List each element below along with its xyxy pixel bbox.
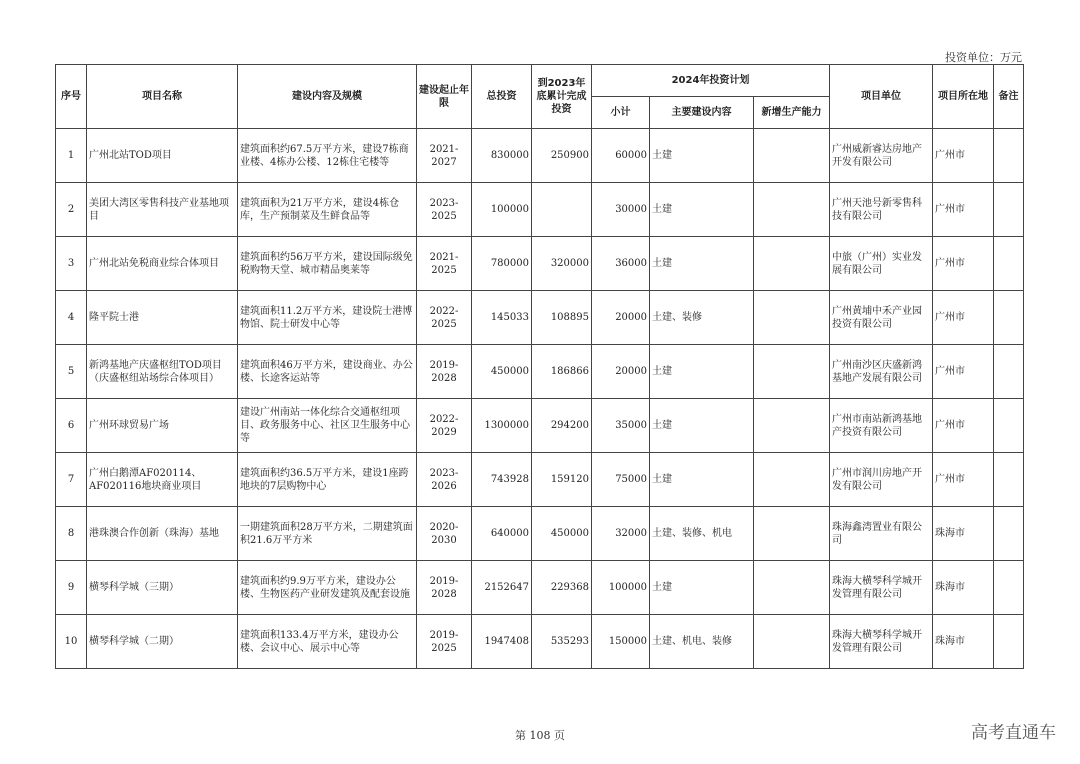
cell-subtotal: 20000 <box>592 345 650 399</box>
cell-new-capacity <box>754 291 830 345</box>
cell-content: 建筑面积133.4万平方米，建设办公楼、会议中心、展示中心等 <box>238 615 417 669</box>
header-total-investment: 总投资 <box>472 65 532 129</box>
cell-project-unit: 珠海鑫湾置业有限公司 <box>830 507 933 561</box>
cell-total: 1947408 <box>472 615 532 669</box>
cell-content: 一期建筑面积28万平方米，二期建筑面积21.6万平方米 <box>238 507 417 561</box>
cell-index: 4 <box>56 291 87 345</box>
header-project-name: 项目名称 <box>87 65 238 129</box>
cell-subtotal: 32000 <box>592 507 650 561</box>
cell-remark <box>994 129 1024 183</box>
cell-location: 广州市 <box>933 453 994 507</box>
cell-main-content: 土建、机电、装修 <box>650 615 754 669</box>
cell-project-name: 新鸿基地产庆盛枢纽TOD项目（庆盛枢纽站场综合体项目） <box>87 345 238 399</box>
cell-project-name: 广州北站TOD项目 <box>87 129 238 183</box>
cell-period: 2021-2027 <box>417 129 472 183</box>
cell-remark <box>994 291 1024 345</box>
cell-completed: 159120 <box>532 453 592 507</box>
cell-completed: 229368 <box>532 561 592 615</box>
header-period: 建设起止年限 <box>417 65 472 129</box>
cell-project-name: 广州白鹅潭AF020114、AF020116地块商业项目 <box>87 453 238 507</box>
cell-period: 2022-2029 <box>417 399 472 453</box>
cell-period: 2023-2025 <box>417 183 472 237</box>
cell-remark <box>994 615 1024 669</box>
cell-total: 450000 <box>472 345 532 399</box>
cell-completed: 108895 <box>532 291 592 345</box>
cell-location: 广州市 <box>933 291 994 345</box>
cell-index: 1 <box>56 129 87 183</box>
cell-main-content: 土建 <box>650 561 754 615</box>
cell-project-name: 广州环球贸易广场 <box>87 399 238 453</box>
cell-period: 2019-2028 <box>417 561 472 615</box>
cell-index: 2 <box>56 183 87 237</box>
cell-new-capacity <box>754 615 830 669</box>
cell-project-unit: 广州市南站新鸿基地产投资有限公司 <box>830 399 933 453</box>
cell-total: 640000 <box>472 507 532 561</box>
cell-total: 2152647 <box>472 561 532 615</box>
cell-total: 100000 <box>472 183 532 237</box>
cell-remark <box>994 237 1024 291</box>
cell-index: 10 <box>56 615 87 669</box>
cell-new-capacity <box>754 345 830 399</box>
cell-total: 145033 <box>472 291 532 345</box>
cell-main-content: 土建、装修 <box>650 291 754 345</box>
header-location: 项目所在地 <box>933 65 994 129</box>
cell-new-capacity <box>754 399 830 453</box>
cell-subtotal: 36000 <box>592 237 650 291</box>
cell-location: 珠海市 <box>933 507 994 561</box>
cell-new-capacity <box>754 129 830 183</box>
cell-total: 1300000 <box>472 399 532 453</box>
header-project-unit: 项目单位 <box>830 65 933 129</box>
cell-location: 广州市 <box>933 129 994 183</box>
cell-total: 743928 <box>472 453 532 507</box>
header-seq: 序号 <box>56 65 87 129</box>
cell-project-unit: 广州威新睿达房地产开发有限公司 <box>830 129 933 183</box>
cell-main-content: 土建 <box>650 129 754 183</box>
cell-new-capacity <box>754 507 830 561</box>
cell-project-name: 美团大湾区零售科技产业基地项目 <box>87 183 238 237</box>
header-new-capacity: 新增生产能力 <box>754 97 830 129</box>
cell-period: 2019-2025 <box>417 615 472 669</box>
cell-main-content: 土建 <box>650 183 754 237</box>
cell-main-content: 土建 <box>650 237 754 291</box>
cell-main-content: 土建 <box>650 453 754 507</box>
table-row <box>56 183 1024 237</box>
cell-content: 建筑面积约9.9万平方米，建设办公楼、生物医药产业研发建筑及配套设施 <box>238 561 417 615</box>
cell-period: 2023-2026 <box>417 453 472 507</box>
cell-project-unit: 广州市润川房地产开发有限公司 <box>830 453 933 507</box>
cell-completed: 535293 <box>532 615 592 669</box>
cell-completed <box>532 183 592 237</box>
cell-project-name: 广州北站免税商业综合体项目 <box>87 237 238 291</box>
investment-unit-note: 投资单位：万元 <box>945 51 1022 64</box>
cell-project-unit: 珠海大横琴科学城开发管理有限公司 <box>830 615 933 669</box>
cell-total: 830000 <box>472 129 532 183</box>
cell-project-name: 隆平院士港 <box>87 291 238 345</box>
cell-period: 2021-2025 <box>417 237 472 291</box>
cell-project-unit: 珠海大横琴科学城开发管理有限公司 <box>830 561 933 615</box>
cell-project-name: 横琴科学城（二期） <box>87 615 238 669</box>
project-table <box>55 64 1024 669</box>
header-completed-investment: 到2023年底累计完成投资 <box>532 65 592 129</box>
header-remark: 备注 <box>994 65 1024 129</box>
cell-remark <box>994 399 1024 453</box>
cell-main-content: 土建 <box>650 399 754 453</box>
cell-completed: 320000 <box>532 237 592 291</box>
cell-subtotal: 60000 <box>592 129 650 183</box>
cell-content: 建筑面积为21万平方米，建设4栋仓库，生产预制菜及生鲜食品等 <box>238 183 417 237</box>
cell-main-content: 土建、装修、机电 <box>650 507 754 561</box>
header-subtotal: 小计 <box>592 97 650 129</box>
cell-new-capacity <box>754 453 830 507</box>
header-plan-2024: 2024年投资计划 <box>592 65 830 97</box>
cell-location: 广州市 <box>933 345 994 399</box>
cell-index: 5 <box>56 345 87 399</box>
watermark: 高考直通车 <box>971 723 1056 743</box>
table-row <box>56 345 1024 399</box>
cell-remark <box>994 183 1024 237</box>
cell-subtotal: 100000 <box>592 561 650 615</box>
cell-remark <box>994 453 1024 507</box>
cell-remark <box>994 345 1024 399</box>
cell-content: 建筑面积11.2万平方米，建设院士港博物馆、院士研发中心等 <box>238 291 417 345</box>
cell-project-unit: 广州南沙区庆盛新鸿基地产发展有限公司 <box>830 345 933 399</box>
cell-content: 建筑面积约56万平方米，建设国际级免税购物天堂、城市精品奥莱等 <box>238 237 417 291</box>
cell-period: 2022-2025 <box>417 291 472 345</box>
header-content: 建设内容及规模 <box>238 65 417 129</box>
cell-project-unit: 广州天池号新零售科技有限公司 <box>830 183 933 237</box>
cell-total: 780000 <box>472 237 532 291</box>
cell-completed: 250900 <box>532 129 592 183</box>
cell-index: 9 <box>56 561 87 615</box>
table-row <box>56 615 1024 669</box>
cell-completed: 450000 <box>532 507 592 561</box>
cell-new-capacity <box>754 237 830 291</box>
table-row <box>56 237 1024 291</box>
table-row <box>56 129 1024 183</box>
table-row <box>56 291 1024 345</box>
cell-content: 建筑面积约36.5万平方米，建设1座跨地块的7层购物中心 <box>238 453 417 507</box>
cell-period: 2019-2028 <box>417 345 472 399</box>
page-number: 第 108 页 <box>515 729 565 742</box>
cell-content: 建设广州南站一体化综合交通枢纽项目、政务服务中心、社区卫生服务中心等 <box>238 399 417 453</box>
cell-location: 珠海市 <box>933 561 994 615</box>
cell-new-capacity <box>754 183 830 237</box>
cell-location: 广州市 <box>933 399 994 453</box>
cell-index: 7 <box>56 453 87 507</box>
cell-project-unit: 中旅（广州）实业发展有限公司 <box>830 237 933 291</box>
cell-location: 珠海市 <box>933 615 994 669</box>
cell-completed: 294200 <box>532 399 592 453</box>
header-main-content: 主要建设内容 <box>650 97 754 129</box>
table-row <box>56 453 1024 507</box>
cell-index: 3 <box>56 237 87 291</box>
cell-project-unit: 广州黄埔中禾产业园投资有限公司 <box>830 291 933 345</box>
cell-index: 6 <box>56 399 87 453</box>
table-row <box>56 399 1024 453</box>
cell-content: 建筑面积46万平方米，建设商业、办公楼、长途客运站等 <box>238 345 417 399</box>
cell-location: 广州市 <box>933 237 994 291</box>
cell-remark <box>994 561 1024 615</box>
cell-new-capacity <box>754 561 830 615</box>
table-row <box>56 507 1024 561</box>
cell-subtotal: 75000 <box>592 453 650 507</box>
cell-content: 建筑面积约67.5万平方米，建设7栋商业楼、4栋办公楼、12栋住宅楼等 <box>238 129 417 183</box>
cell-remark <box>994 507 1024 561</box>
cell-project-name: 港珠澳合作创新（珠海）基地 <box>87 507 238 561</box>
cell-period: 2020-2030 <box>417 507 472 561</box>
cell-index: 8 <box>56 507 87 561</box>
cell-project-name: 横琴科学城（三期） <box>87 561 238 615</box>
cell-main-content: 土建 <box>650 345 754 399</box>
cell-completed: 186866 <box>532 345 592 399</box>
cell-subtotal: 30000 <box>592 183 650 237</box>
cell-subtotal: 35000 <box>592 399 650 453</box>
header-row <box>56 65 1024 97</box>
cell-location: 广州市 <box>933 183 994 237</box>
table-row <box>56 561 1024 615</box>
cell-subtotal: 20000 <box>592 291 650 345</box>
cell-subtotal: 150000 <box>592 615 650 669</box>
